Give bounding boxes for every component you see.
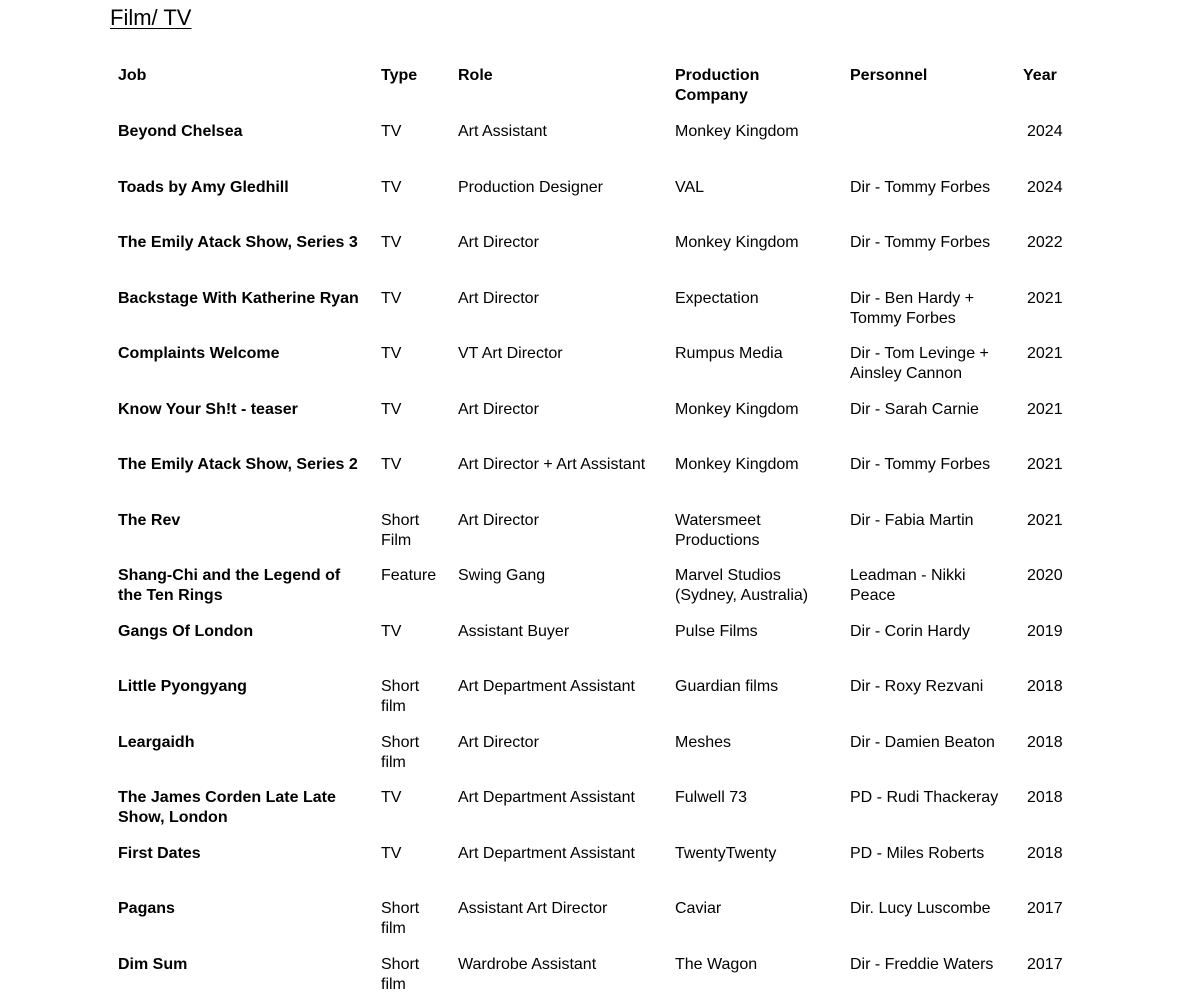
personnel-cell	[842, 114, 1017, 170]
personnel-cell: Dir - Freddie Waters	[842, 947, 1017, 1002]
year-cell: 2018	[1017, 780, 1080, 836]
role-cell: Art Department Assistant	[450, 780, 667, 836]
role-cell: Production Designer	[450, 170, 667, 226]
type-cell: TV	[373, 614, 450, 670]
year-cell: 2021	[1017, 447, 1080, 503]
table-row	[110, 836, 1080, 892]
table-row	[110, 336, 1080, 392]
type-cell: TV	[373, 447, 450, 503]
year-cell: 2022	[1017, 225, 1080, 281]
type-cell: TV	[373, 114, 450, 170]
job-cell: Know Your Sh!t - teaser	[110, 392, 373, 448]
header-personnel: Personnel	[842, 58, 1017, 114]
job-cell: The Emily Atack Show, Series 3	[110, 225, 373, 281]
job-cell: The Emily Atack Show, Series 2	[110, 447, 373, 503]
job-cell: Complaints Welcome	[110, 336, 373, 392]
year-cell: 2021	[1017, 281, 1080, 337]
production-company-cell: Expectation	[667, 281, 842, 337]
table-row	[110, 614, 1080, 670]
production-company-cell: Pulse Films	[667, 614, 842, 670]
job-cell: The Rev	[110, 503, 373, 559]
production-company-cell: Meshes	[667, 725, 842, 781]
type-cell: TV	[373, 170, 450, 226]
header-year: Year	[1017, 58, 1080, 114]
production-company-cell: The Wagon	[667, 947, 842, 1002]
year-cell: 2024	[1017, 170, 1080, 226]
header-production-company: Production Company	[667, 58, 842, 114]
job-cell: Gangs Of London	[110, 614, 373, 670]
table-row	[110, 281, 1080, 337]
role-cell: Art Director	[450, 725, 667, 781]
type-cell: Short film	[373, 669, 450, 725]
table-row	[110, 947, 1080, 1002]
table-row	[110, 780, 1080, 836]
production-company-cell: Fulwell 73	[667, 780, 842, 836]
production-company-cell: Marvel Studios (Sydney, Australia)	[667, 558, 842, 614]
job-cell: Toads by Amy Gledhill	[110, 170, 373, 226]
job-cell: Beyond Chelsea	[110, 114, 373, 170]
type-cell: TV	[373, 392, 450, 448]
year-cell: 2021	[1017, 336, 1080, 392]
role-cell: Art Director	[450, 503, 667, 559]
job-cell: Leargaidh	[110, 725, 373, 781]
year-cell: 2017	[1017, 891, 1080, 947]
personnel-cell: Dir - Tom Levinge + Ainsley Cannon	[842, 336, 1017, 392]
page-title: Film/ TV	[110, 5, 191, 31]
type-cell: Short film	[373, 891, 450, 947]
header-job: Job	[110, 58, 373, 114]
role-cell: Art Director	[450, 281, 667, 337]
type-cell: TV	[373, 836, 450, 892]
table-row	[110, 225, 1080, 281]
type-cell: TV	[373, 780, 450, 836]
job-cell: Dim Sum	[110, 947, 373, 1002]
production-company-cell: Rumpus Media	[667, 336, 842, 392]
production-company-cell: TwentyTwenty	[667, 836, 842, 892]
year-cell: 2020	[1017, 558, 1080, 614]
production-company-cell: VAL	[667, 170, 842, 226]
credits-table	[110, 58, 1080, 1002]
credits-body	[110, 114, 1080, 1002]
table-row	[110, 558, 1080, 614]
job-cell: Pagans	[110, 891, 373, 947]
table-row	[110, 114, 1080, 170]
type-cell: TV	[373, 225, 450, 281]
year-cell: 2018	[1017, 669, 1080, 725]
production-company-cell: Monkey Kingdom	[667, 225, 842, 281]
table-row	[110, 669, 1080, 725]
year-cell: 2018	[1017, 836, 1080, 892]
job-cell: Shang-Chi and the Legend of the Ten Rings	[110, 558, 373, 614]
type-cell: TV	[373, 281, 450, 337]
personnel-cell: PD - Rudi Thackeray	[842, 780, 1017, 836]
job-cell: Backstage With Katherine Ryan	[110, 281, 373, 337]
table-row	[110, 392, 1080, 448]
role-cell: Art Assistant	[450, 114, 667, 170]
job-cell: Little Pyongyang	[110, 669, 373, 725]
table-row	[110, 503, 1080, 559]
role-cell: Art Department Assistant	[450, 669, 667, 725]
year-cell: 2021	[1017, 392, 1080, 448]
type-cell: Short film	[373, 725, 450, 781]
type-cell: TV	[373, 336, 450, 392]
header-type: Type	[373, 58, 450, 114]
year-cell: 2018	[1017, 725, 1080, 781]
role-cell: Assistant Art Director	[450, 891, 667, 947]
year-cell: 2021	[1017, 503, 1080, 559]
production-company-cell: Monkey Kingdom	[667, 392, 842, 448]
type-cell: Short Film	[373, 503, 450, 559]
personnel-cell: Dir - Corin Hardy	[842, 614, 1017, 670]
role-cell: Art Director + Art Assistant	[450, 447, 667, 503]
table-row	[110, 447, 1080, 503]
production-company-cell: Guardian films	[667, 669, 842, 725]
header-role: Role	[450, 58, 667, 114]
role-cell: Art Department Assistant	[450, 836, 667, 892]
job-cell: First Dates	[110, 836, 373, 892]
table-header-row	[110, 58, 1080, 114]
role-cell: Art Director	[450, 392, 667, 448]
production-company-cell: Monkey Kingdom	[667, 114, 842, 170]
personnel-cell: Dir - Roxy Rezvani	[842, 669, 1017, 725]
year-cell: 2024	[1017, 114, 1080, 170]
personnel-cell: PD - Miles Roberts	[842, 836, 1017, 892]
personnel-cell: Dir - Tommy Forbes	[842, 170, 1017, 226]
production-company-cell: Monkey Kingdom	[667, 447, 842, 503]
personnel-cell: Dir - Sarah Carnie	[842, 392, 1017, 448]
role-cell: Art Director	[450, 225, 667, 281]
table-row	[110, 170, 1080, 226]
table-row	[110, 891, 1080, 947]
role-cell: VT Art Director	[450, 336, 667, 392]
personnel-cell: Leadman - Nikki Peace	[842, 558, 1017, 614]
role-cell: Assistant Buyer	[450, 614, 667, 670]
job-cell: The James Corden Late Late Show, London	[110, 780, 373, 836]
table-row	[110, 725, 1080, 781]
year-cell: 2019	[1017, 614, 1080, 670]
personnel-cell: Dir - Fabia Martin	[842, 503, 1017, 559]
role-cell: Wardrobe Assistant	[450, 947, 667, 1002]
role-cell: Swing Gang	[450, 558, 667, 614]
personnel-cell: Dir - Tommy Forbes	[842, 447, 1017, 503]
production-company-cell: Watersmeet Productions	[667, 503, 842, 559]
year-cell: 2017	[1017, 947, 1080, 1002]
production-company-cell: Caviar	[667, 891, 842, 947]
personnel-cell: Dir. Lucy Luscombe	[842, 891, 1017, 947]
type-cell: Short film	[373, 947, 450, 1002]
personnel-cell: Dir - Damien Beaton	[842, 725, 1017, 781]
type-cell: Feature	[373, 558, 450, 614]
personnel-cell: Dir - Ben Hardy + Tommy Forbes	[842, 281, 1017, 337]
personnel-cell: Dir - Tommy Forbes	[842, 225, 1017, 281]
